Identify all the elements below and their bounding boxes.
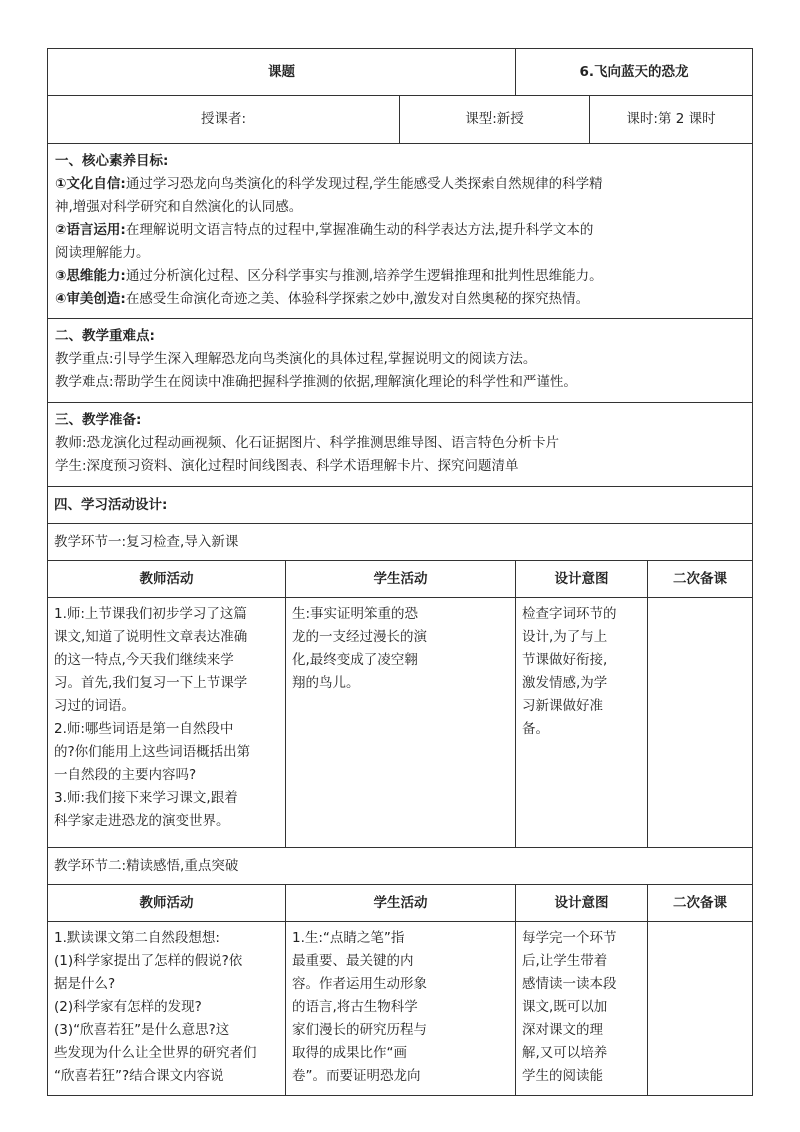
text-line: 习新课做好准	[522, 698, 604, 714]
preparation-section	[48, 403, 753, 487]
goal-item	[55, 173, 745, 196]
goal-label: ②语言运用:	[55, 222, 126, 238]
second-prep-cell	[648, 598, 753, 848]
text-line: 1.生:“点睛之笔”指	[292, 930, 405, 946]
text-line: 的?你们能用上这些词语概括出第	[54, 744, 251, 760]
text-line: 课文,既可以加	[522, 999, 608, 1015]
goal-label: ④审美创造:	[55, 291, 126, 307]
column-header-teacher: 教师活动	[48, 561, 286, 598]
text-line: 课文,知道了说明性文章表达准确	[54, 629, 248, 645]
goals-heading: 一、核心素养目标:	[55, 153, 169, 169]
stage-title: 教学环节二:精读感悟,重点突破	[48, 848, 753, 885]
teacher-activity-cell	[48, 922, 286, 1096]
text-line: 激发情感,为学	[522, 675, 608, 691]
text-line: (1)科学家提出了怎样的假说?依	[54, 953, 243, 969]
goal-text: 通过学习恐龙向鸟类演化的科学发现过程,学生能感受人类探索自然规律的科学精	[125, 176, 603, 192]
teacher-label: 授课者:	[48, 96, 400, 144]
text-line: 习。首先,我们复习一下上节课学	[54, 675, 248, 691]
goal-item	[55, 288, 745, 311]
text-line: 节课做好衔接,	[522, 652, 608, 668]
teacher-prep-line: 教师:恐龙演化过程动画视频、化石证据图片、科学推测思维导图、语言特色分析卡片	[55, 435, 560, 451]
text-line: 卷”。而要证明恐龙向	[292, 1068, 421, 1084]
text-line: 设计,为了与上	[522, 629, 608, 645]
stage-title: 教学环节一:复习检查,导入新课	[48, 524, 753, 561]
text-line: 翔的鸟儿。	[292, 675, 360, 691]
key-points-section	[48, 319, 753, 403]
text-line: 感情读一读本段	[522, 976, 617, 992]
text-line: 3.师:我们接下来学习课文,跟着	[54, 790, 238, 806]
key-points-heading: 二、教学重难点:	[55, 328, 155, 344]
key-point-line: 教学重点:引导学生深入理解恐龙向鸟类演化的具体过程,掌握说明文的阅读方法。	[55, 351, 537, 367]
goal-label: ③思维能力:	[55, 268, 126, 284]
text-line: 备。	[522, 721, 550, 737]
text-line: 些发现为什么让全世界的研究者们	[54, 1045, 257, 1061]
column-header-notes: 二次备课	[648, 561, 753, 598]
goal-item	[55, 265, 745, 288]
goals-section	[48, 144, 753, 319]
teacher-activity-cell	[48, 598, 286, 848]
design-intent-cell	[516, 598, 648, 848]
goal-text: 在理解说明文语言特点的过程中,掌握准确生动的科学表达方法,提升科学文本的	[125, 222, 594, 238]
lesson-plan-page	[47, 48, 752, 1096]
text-line: 的语言,将古生物科学	[292, 999, 418, 1015]
goal-label: ①文化自信:	[55, 176, 126, 192]
topic-value: 6.飞向蓝天的恐龙	[516, 49, 753, 96]
topic-label: 课题	[48, 49, 516, 96]
text-line: 最重要、最关键的内	[292, 953, 414, 969]
second-prep-cell	[648, 922, 753, 1096]
goal-text: 阅读理解能力。	[55, 245, 150, 261]
text-line: 家们漫长的研究历程与	[292, 1022, 427, 1038]
text-line: 学生的阅读能	[522, 1068, 604, 1084]
text-line: (2)科学家有怎样的发现?	[54, 999, 202, 1015]
text-line: 容。作者运用生动形象	[292, 976, 427, 992]
goal-text: 神,增强对科学研究和自然演化的认同感。	[55, 199, 303, 215]
column-header-notes: 二次备课	[648, 885, 753, 922]
text-line: 后,让学生带着	[522, 953, 608, 969]
text-line: (3)“欣喜若狂”是什么意思?这	[54, 1022, 230, 1038]
goal-item	[55, 219, 745, 242]
text-line: 2.师:哪些词语是第一自然段中	[54, 721, 234, 737]
design-intent-cell	[516, 922, 648, 1096]
preparation-heading: 三、教学准备:	[55, 412, 142, 428]
column-header-student: 学生活动	[286, 885, 516, 922]
text-line: “欣喜若狂”?结合课文内容说	[54, 1068, 224, 1084]
lesson-plan-table	[47, 48, 753, 1096]
column-header-intent: 设计意图	[516, 561, 648, 598]
lesson-period: 课时:第 2 课时	[590, 96, 753, 144]
text-line: 深对课文的理	[522, 1022, 604, 1038]
text-line: 化,最终变成了凌空翱	[292, 652, 418, 668]
text-line: 每学完一个环节	[522, 930, 617, 946]
difficulty-line: 教学难点:帮助学生在阅读中准确把握科学推测的依据,理解演化理论的科学性和严谨性。	[55, 374, 577, 390]
text-line: 1.默读课文第二自然段想想:	[54, 930, 220, 946]
student-activity-cell	[286, 922, 516, 1096]
student-activity-cell	[286, 598, 516, 848]
text-line: 一自然段的主要内容吗?	[54, 767, 197, 783]
text-line: 习过的词语。	[54, 698, 135, 714]
goal-text: 通过分析演化过程、区分科学事实与推测,培养学生逻辑推理和批判性思维能力。	[125, 268, 603, 284]
text-line: 龙的一支经过漫长的演	[292, 629, 427, 645]
text-line: 科学家走进恐龙的演变世界。	[54, 813, 230, 829]
text-line: 1.师:上节课我们初步学习了这篇	[54, 606, 247, 622]
text-line: 取得的成果比作“画	[292, 1045, 407, 1061]
text-line: 生:事实证明笨重的恐	[292, 606, 419, 622]
text-line: 解,又可以培养	[522, 1045, 608, 1061]
text-line: 的这一特点,今天我们继续来学	[54, 652, 234, 668]
text-line: 据是什么?	[54, 976, 116, 992]
column-header-teacher: 教师活动	[48, 885, 286, 922]
student-prep-line: 学生:深度预习资料、演化过程时间线图表、科学术语理解卡片、探究问题清单	[55, 458, 519, 474]
activities-heading: 四、学习活动设计:	[48, 487, 753, 524]
column-header-intent: 设计意图	[516, 885, 648, 922]
column-header-student: 学生活动	[286, 561, 516, 598]
lesson-type: 课型:新授	[400, 96, 590, 144]
text-line: 检查字词环节的	[522, 606, 617, 622]
goal-text: 在感受生命演化奇迹之美、体验科学探索之妙中,激发对自然奥秘的探究热情。	[125, 291, 590, 307]
